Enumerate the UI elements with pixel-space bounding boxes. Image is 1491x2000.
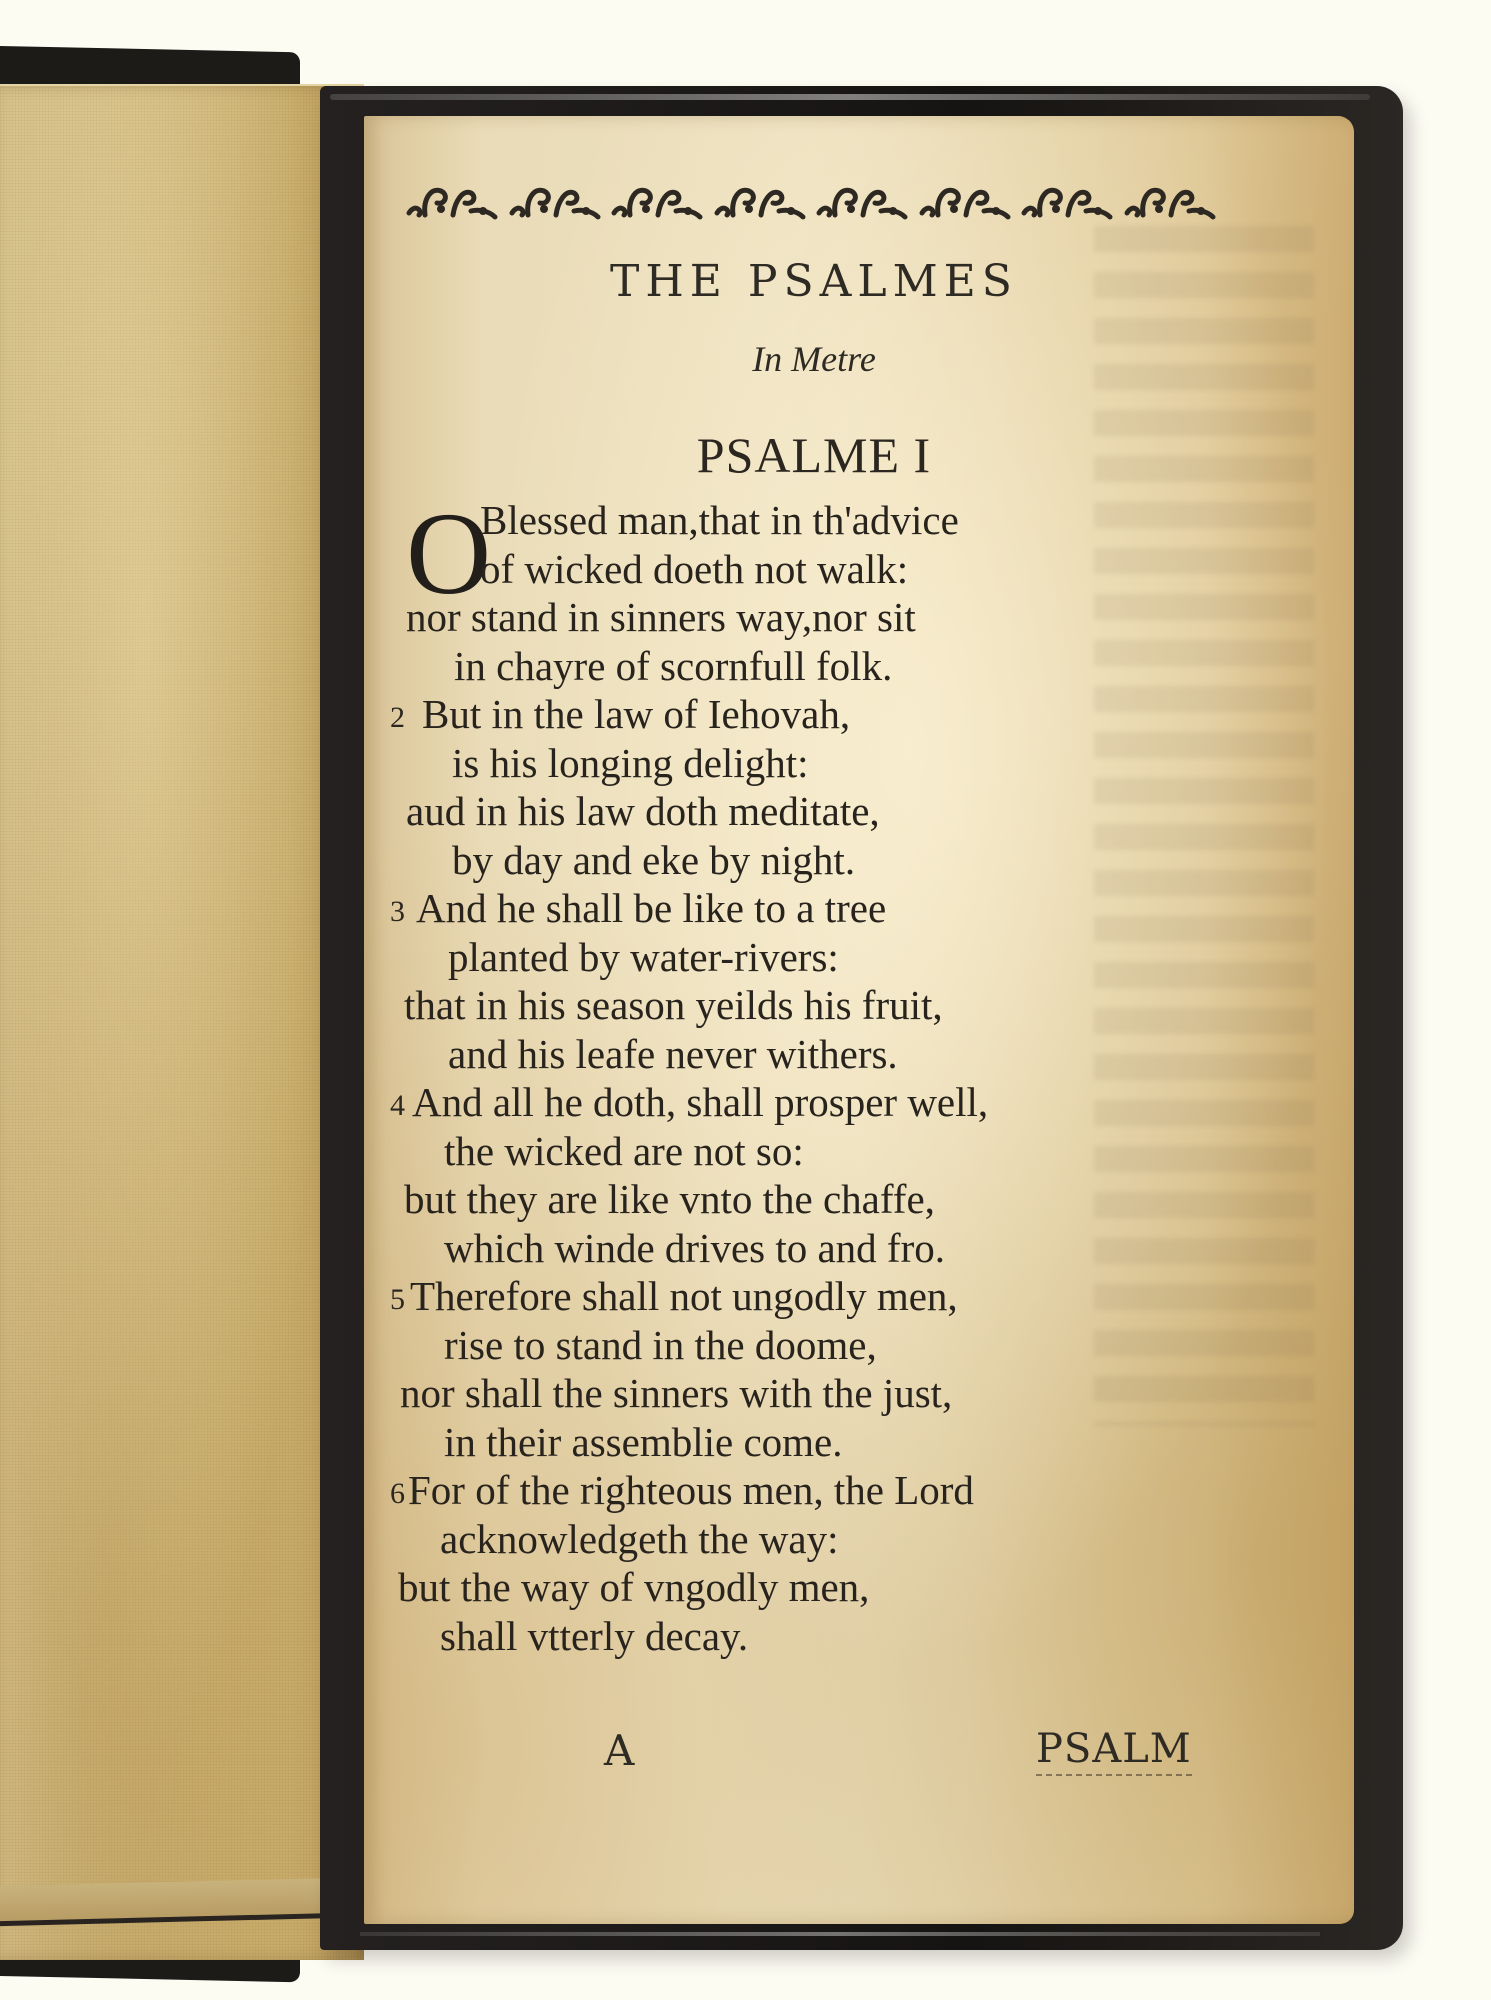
verse-line-text: but the way of vngodly men,: [398, 1564, 870, 1610]
verse-number: 5: [390, 1283, 405, 1316]
verse-line-text: rise to stand in the doome,: [444, 1321, 877, 1368]
psalm-text: [364, 488, 1264, 1660]
verse-line: [364, 1127, 1264, 1176]
verse-line-text: planted by water-rivers:: [448, 933, 839, 980]
verse-number: 3: [390, 895, 405, 928]
verse-line: [364, 1466, 1264, 1515]
verse-line-text: by day and eke by night.: [452, 836, 856, 883]
verse-number: 6: [390, 1477, 405, 1510]
signature-mark: A: [604, 1726, 635, 1775]
verse-line-text: shall vtterly decay.: [440, 1612, 749, 1659]
verse-line: [364, 1563, 1264, 1612]
verse-line: [364, 884, 1264, 933]
verse-line-text: And all he doth, shall prosper well,: [412, 1079, 989, 1125]
fleuron-ornament-icon: [609, 181, 711, 221]
verse-line: [364, 1612, 1264, 1661]
verse-line: [364, 642, 1264, 691]
fleuron-ornament-icon: [814, 181, 916, 221]
fleuron-ornament-icon: [404, 181, 506, 221]
fleuron-ornament-icon: [507, 181, 609, 221]
verse-line-text: aud in his law doth meditate,: [406, 788, 880, 834]
verse-line-text: Therefore shall not ungodly men,: [410, 1273, 958, 1319]
subtitle: In Metre: [752, 339, 876, 379]
running-title: THE PSALMES: [610, 256, 1018, 307]
fleuron-ornament-icon: [712, 181, 814, 221]
verse-line: [364, 1369, 1264, 1418]
left-endpaper-cloth: [0, 84, 364, 1960]
verse-line: [364, 739, 1264, 788]
printed-page: [364, 116, 1354, 1924]
verse-line: [364, 1030, 1264, 1079]
verse-line-text: acknowledgeth the way:: [440, 1515, 839, 1562]
verse-line: [364, 933, 1264, 982]
verse-line: [364, 1175, 1264, 1224]
verse-line: [364, 593, 1264, 642]
head-ornament-band: [404, 178, 1224, 224]
verse-line-text: of wicked doeth not walk:: [480, 545, 909, 592]
verse-line: [364, 1321, 1264, 1370]
verse-line: [364, 545, 1264, 594]
verse-number: 4: [390, 1089, 405, 1122]
verse-line: [364, 981, 1264, 1030]
verse-line: [364, 1224, 1264, 1273]
verse-line-text: and his leafe never withers.: [448, 1030, 898, 1077]
verse-line-text: that in his season yeilds his fruit,: [404, 982, 943, 1028]
verse-line: [364, 1078, 1264, 1127]
verse-line-text: nor stand in sinners way,nor sit: [406, 594, 916, 640]
verse-line-text: For of the righteous men, the Lord: [408, 1467, 974, 1513]
verse-line: [364, 496, 1264, 545]
catch-word: PSALM: [1036, 1726, 1192, 1776]
verse-line-text: And he shall be like to a tree: [416, 885, 887, 931]
verse-line: [364, 1515, 1264, 1564]
fleuron-ornament-icon: [1019, 181, 1121, 221]
verse-line: [364, 836, 1264, 885]
verse-line-text: is his longing delight:: [452, 739, 809, 786]
fleuron-ornament-icon: [1122, 181, 1224, 221]
drop-cap: O: [406, 488, 492, 619]
binding-highlight-bottom: [360, 1932, 1320, 1936]
verse-number: 2: [390, 701, 405, 734]
verse-line: [364, 787, 1264, 836]
binding-highlight-top: [330, 94, 1370, 100]
verse-line-text: which winde drives to and fro.: [444, 1224, 945, 1271]
verse-line-text: But in the law of Iehovah,: [422, 691, 851, 737]
verse-line-text: in their assemblie come.: [444, 1418, 843, 1465]
verse-line: [364, 1272, 1264, 1321]
fleuron-ornament-icon: [917, 181, 1019, 221]
psalm-heading: PSALME I: [696, 427, 932, 483]
verse-line: [364, 690, 1264, 739]
verse-line-text: but they are like vnto the chaffe,: [404, 1176, 935, 1222]
left-endpaper-bottom-edge: [0, 1878, 340, 1926]
verse-line-text: Blessed man,that in th'advice: [480, 497, 959, 543]
verse-line-text: in chayre of scornfull folk.: [454, 642, 893, 689]
verse-line-text: nor shall the sinners with the just,: [400, 1370, 953, 1416]
verse-line-text: the wicked are not so:: [444, 1127, 804, 1174]
verse-line: [364, 1418, 1264, 1467]
